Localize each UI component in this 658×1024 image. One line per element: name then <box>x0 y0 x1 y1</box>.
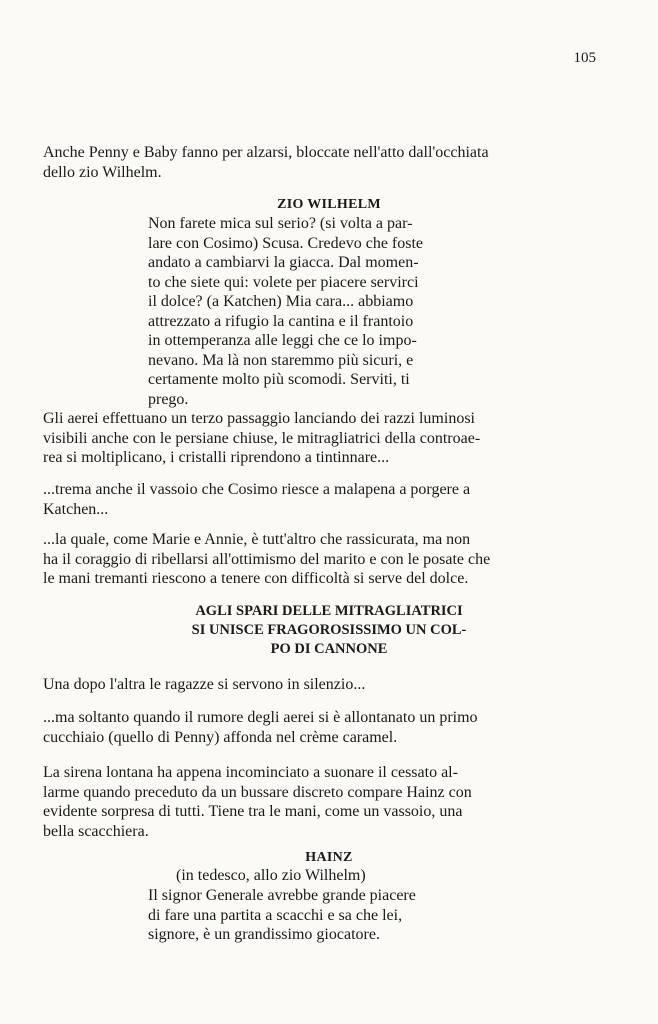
text-line: La sirena lontana ha appena incominciato a suonare il cessato al- <box>43 764 458 781</box>
heading-line: AGLI SPARI DELLE MITRAGLIATRICI <box>195 603 463 619</box>
text-line: cucchiaio (quello di Penny) affonda nel crème caramel. <box>43 728 398 746</box>
dialogue-zio-wilhelm <box>148 214 493 409</box>
text-line: Una dopo l'altra le ragazze si servono in silenzio... <box>43 676 366 693</box>
text-line: in ottemperanza alle leggi che ce lo impo- <box>148 332 417 349</box>
text-line: di fare una partita a scacchi e sa che lei, <box>148 906 403 924</box>
text-line: ...la quale, come Marie e Annie, è tutt'altro che rassicurata, ma non <box>43 531 471 548</box>
paragraph-6 <box>43 708 598 747</box>
text-line: visibili anche con le persiane chiuse, le mitragliatrici della controae- <box>43 429 481 447</box>
text-line: Non farete mica sul serio? (si volta a par- <box>148 215 413 232</box>
text-line: Il signor Generale avrebbe grande piacere <box>148 887 416 904</box>
text-line: Anche Penny e Baby fanno per alzarsi, bloccate nell'atto dall'occhiata <box>43 144 489 161</box>
speaker-zio-wilhelm: ZIO WILHELM <box>277 197 381 212</box>
text-line: dello zio Wilhelm. <box>43 163 162 181</box>
text-line: ...trema anche il vassoio che Cosimo riesce a malapena a porgere a <box>43 481 471 498</box>
paragraph-1 <box>43 143 598 182</box>
dialogue-hainz <box>148 886 493 945</box>
text-line: prego. <box>148 390 189 408</box>
paragraph-3 <box>43 480 598 519</box>
text-line: ha il coraggio di ribellarsi all'ottimismo del marito e con le posate che <box>43 550 491 568</box>
stage-direction-heading <box>0 602 658 659</box>
text-line: il dolce? (a Katchen) Mia cara... abbiamo <box>148 293 414 310</box>
heading-line: SI UNISCE FRAGOROSISSIMO UN COL- <box>191 622 467 638</box>
speaker-hainz: HAINZ <box>305 850 353 865</box>
text-line: certamente molto più scomodi. Serviti, ti <box>148 371 410 388</box>
text-line: lare con Cosimo) Scusa. Credevo che foste <box>148 234 424 252</box>
text-line: bella scacchiera. <box>43 822 149 840</box>
text-line: attrezzato a rifugio la cantina e il frantoio <box>148 312 414 330</box>
paragraph-7 <box>43 763 598 841</box>
paragraph-5 <box>43 675 598 695</box>
text-line: signore, è un grandissimo giocatore. <box>148 926 380 943</box>
paragraph-2 <box>43 409 598 468</box>
text-line: Gli aerei effettuano un terzo passaggio lanciando dei razzi luminosi <box>43 410 475 427</box>
text-line: Katchen... <box>43 500 109 518</box>
text-line: andato a cambiarvi la giacca. Dal momen- <box>148 254 419 271</box>
text-line: ...ma soltanto quando il rumore degli aerei si è allontanato un primo <box>43 709 478 726</box>
page-number: 105 <box>573 50 596 66</box>
text-line: evidente sorpresa di tutti. Tiene tra le mani, come un vassoio, una <box>43 803 463 820</box>
stage-direction-hainz: (in tedesco, allo zio Wilhelm) <box>176 867 366 884</box>
paragraph-4 <box>43 530 598 589</box>
text-line: nevano. Ma là non staremmo più sicuri, e <box>148 351 414 369</box>
text-line: to che siete qui: volete per piacere servirci <box>148 273 419 291</box>
text-line: rea si moltiplicano, i cristalli riprendono a tintinnare... <box>43 449 390 466</box>
text-line: le mani tremanti riescono a tenere con difficoltà si serve del dolce. <box>43 570 469 587</box>
text-line: larme quando preceduto da un bussare discreto compare Hainz con <box>43 783 472 801</box>
heading-line: PO DI CANNONE <box>270 641 388 657</box>
